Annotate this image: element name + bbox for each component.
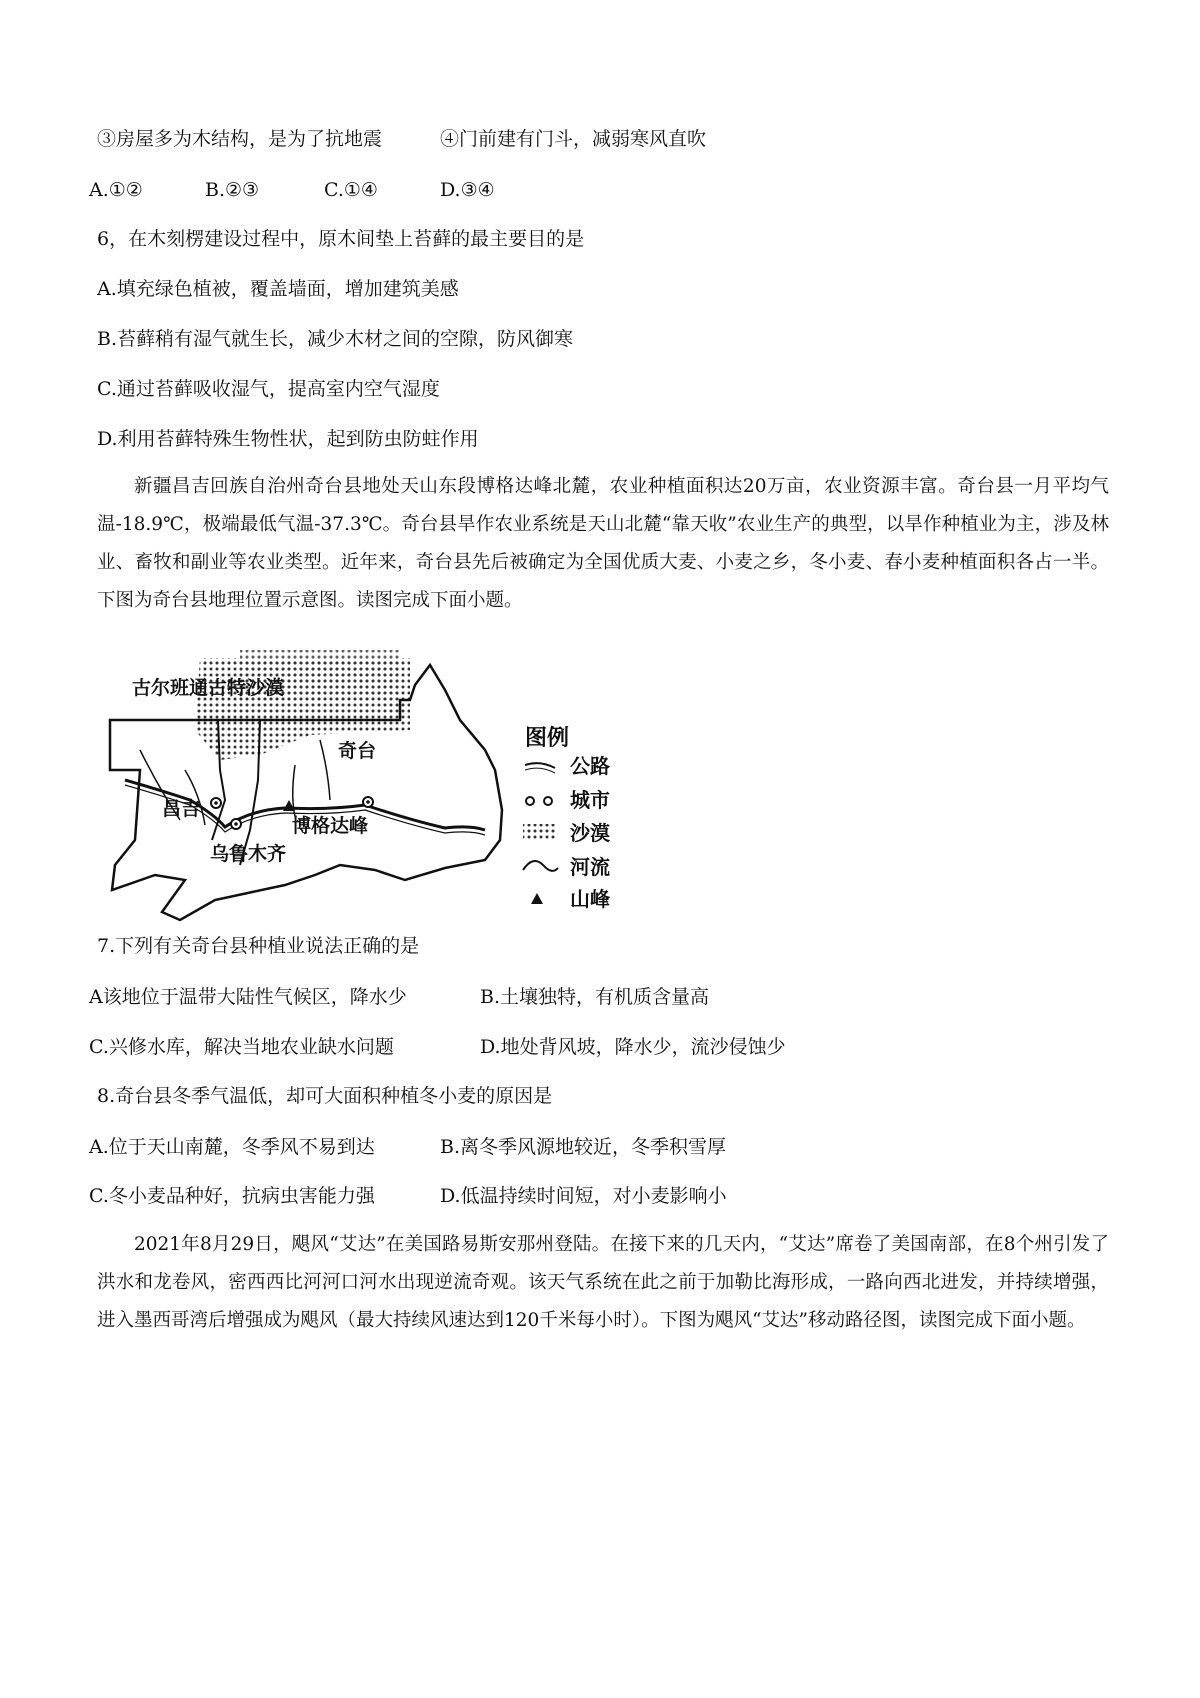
legend-road-icon-line [525, 768, 555, 773]
legend-river-icon [523, 861, 558, 871]
city-dot-urumqi [234, 822, 238, 826]
legend-road-label: 公路 [570, 754, 610, 778]
q7-option-a: A该地位于温带大陆性气候区，降水少 [89, 986, 407, 1008]
q6-stem: 6，在木刻楞建设过程中，原木间垫上苔藓的最主要目的是 [97, 228, 585, 250]
passage-ida [97, 1226, 1109, 1340]
q7-option-b: B.土壤独特，有机质含量高 [480, 986, 710, 1008]
q8-option-b: B.离冬季风源地较近，冬季积雪厚 [440, 1136, 727, 1158]
label-desert: 古尔班通古特沙漠 [132, 677, 285, 699]
river-3 [293, 765, 296, 820]
q8-option-c: C.冬小麦品种好，抗病虫害能力强 [89, 1185, 375, 1207]
city-dot-qitai [366, 800, 370, 804]
passage-ida-text: 2021年8月29日，飓风“艾达”在美国路易斯安那州登陆。在接下来的几天内，“艾达”席卷了美国南部，在8个州引发了洪水和龙卷风，密西西比河河口河水出现逆流奇观。该天气系统在此之前于加勒比海形成，一路向西北进发，并持续增强，进入墨西哥湾后增强成为飓风（最大持续风速达到120千米每小时）。下图为飓风“艾达”移动路径图，读图完成下面小题。 [97, 1234, 1109, 1331]
legend-desert-label: 沙漠 [570, 821, 610, 845]
legend-river-label: 河流 [570, 855, 610, 879]
legend-desert-icon [523, 824, 555, 839]
q8-option-a: A.位于天山南麓，冬季风不易到达 [89, 1136, 375, 1158]
legend-peak-icon [531, 893, 543, 904]
legend-city-icon-2 [544, 797, 552, 805]
q8-stem: 8.奇台县冬季气温低，却可大面积种植冬小麦的原因是 [97, 1085, 553, 1107]
q6-option-c: C.通过苔藓吸收湿气，提高室内空气湿度 [97, 378, 440, 400]
passage-qitai [97, 468, 1109, 620]
legend-road-icon [525, 763, 555, 768]
label-changji: 昌吉 [162, 798, 201, 820]
q6-option-b: B.苔藓稍有湿气就生长，减少木材之间的空隙，防风御寒 [97, 328, 574, 350]
passage-qitai-text: 新疆昌吉回族自治州奇台县地处天山东段博格达峰北麓，农业种植面积达20万亩，农业资源丰富。奇台县一月平均气温-18.9℃，极端最低气温-37.3℃。奇台县旱作农业系统是天山北麓“靠天收”农业生产的典型，以旱作种植业为主，涉及林业、畜牧和副业等农业类型。近年来，奇台县先后被确定为全国优质大麦、小麦之乡，冬小麦、春小麦种植面积各占一半。下图为奇台县地理位置示意图。读图完成下面小题。 [97, 476, 1109, 611]
city-dot-changji [214, 801, 218, 805]
label-bogda-peak: 博格达峰 [292, 815, 369, 837]
legend-peak-label: 山峰 [570, 887, 610, 911]
label-qitai: 奇台 [338, 740, 377, 762]
q5-option-a: A.①② [89, 179, 143, 201]
q6-option-a: A.填充绿色植被，覆盖墙面，增加建筑美感 [97, 278, 459, 300]
q8-option-d: D.低温持续时间短，对小麦影响小 [440, 1185, 727, 1207]
legend-city-label: 城市 [570, 788, 610, 812]
legend-title: 图例 [525, 726, 570, 751]
q5-statement-4: ④门前建有门斗，减弱寒风直吹 [440, 128, 707, 150]
q5-option-d: D.③④ [440, 179, 495, 201]
q7-stem: 7.下列有关奇台县种植业说法正确的是 [97, 935, 420, 957]
q7-option-c: C.兴修水库，解决当地农业缺水问题 [89, 1036, 394, 1058]
q6-option-d: D.利用苔藓特殊生物性状，起到防虫防蛀作用 [97, 428, 479, 450]
legend-city-icon-1 [526, 797, 534, 805]
q5-option-c: C.①④ [324, 179, 378, 201]
q5-statement-3: ③房屋多为木结构，是为了抗地震 [97, 128, 383, 150]
q5-option-b: B.②③ [205, 179, 260, 201]
label-urumqi: 乌鲁木齐 [210, 843, 287, 865]
q7-option-d: D.地处背风坡，降水少，流沙侵蚀少 [480, 1036, 786, 1058]
river-4 [320, 740, 330, 800]
